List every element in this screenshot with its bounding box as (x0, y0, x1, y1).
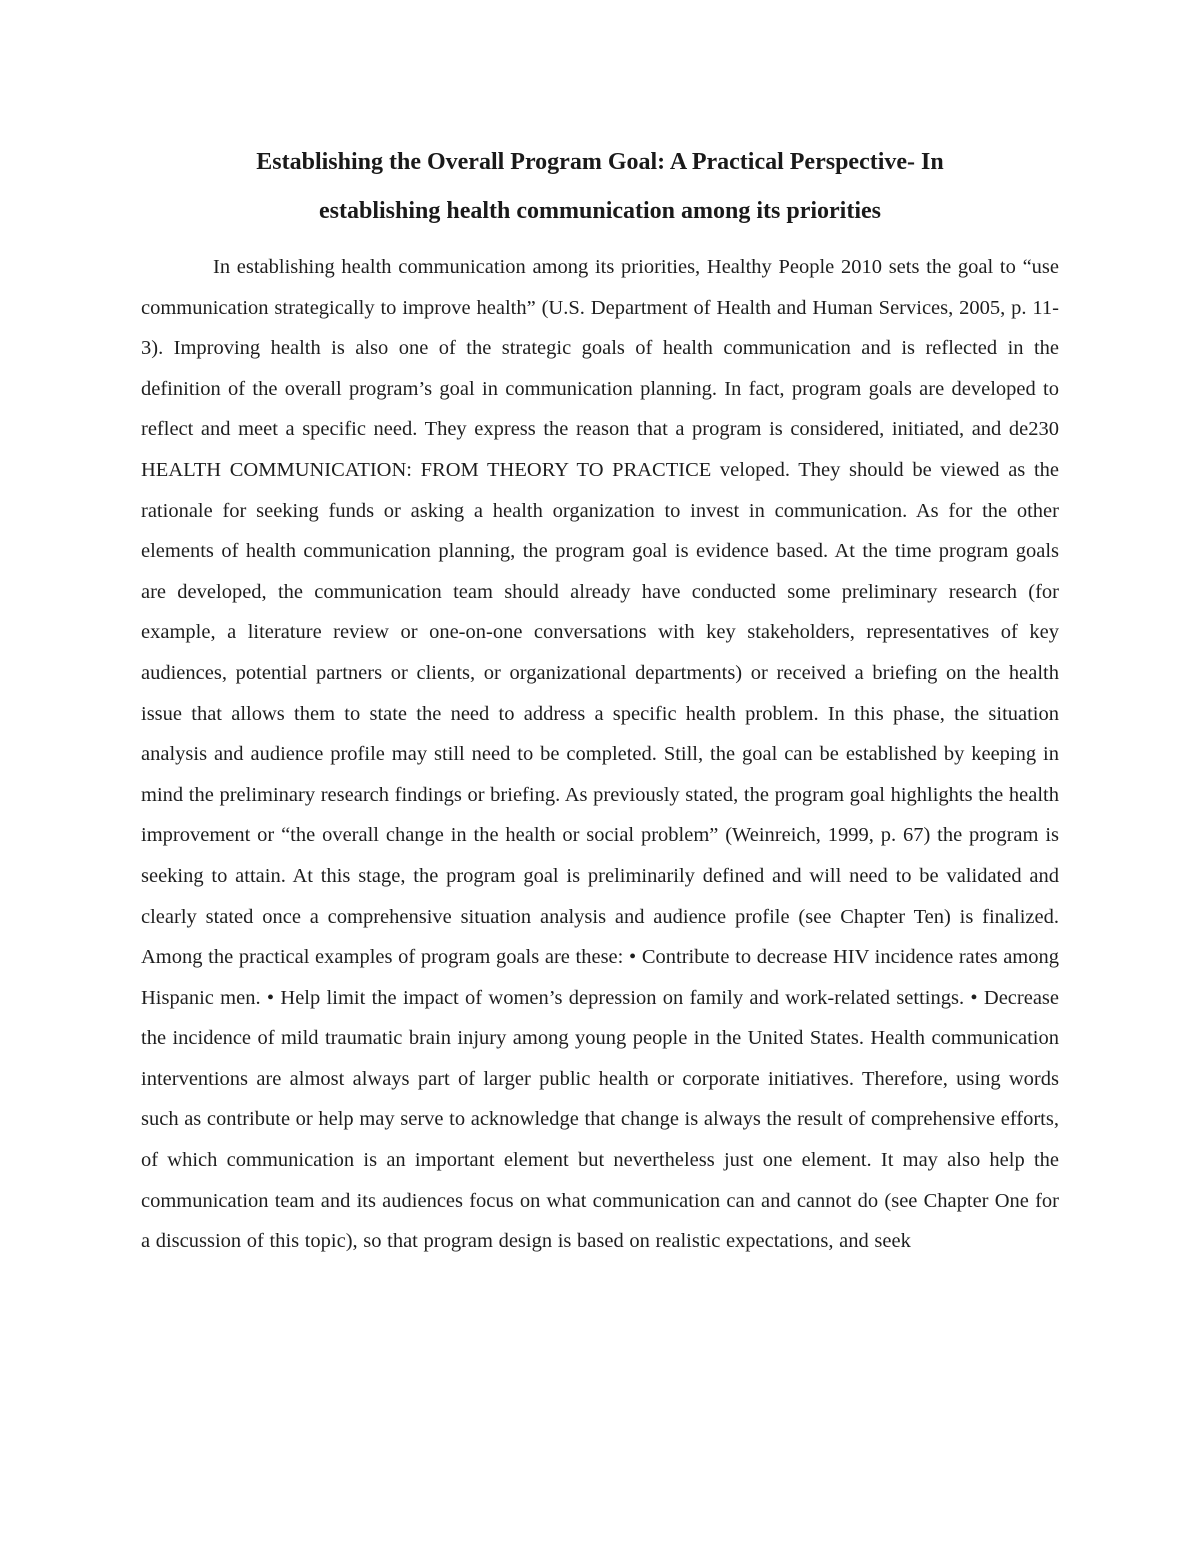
document-title (140, 138, 1060, 236)
title-line-2: establishing health communication among its priorities (318, 198, 882, 224)
body-paragraph: In establishing health communication among its priorities, Healthy People 2010 sets the goal to “use communication strategically to improve health” (U.S. Department of Health and Human Services, 2005, p. 11-3). Improving health is also one of the strategic goals of health communication and is reflected in the definition of the overall program’s goal in communication planning. In fact, program goals are developed to reflect and meet a specific need. They express the reason that a program is considered, initiated, and de230 HEALTH COMMUNICATION: FROM THEORY TO PRACTICE veloped. They should be viewed as the rationale for seeking funds or asking a health organization to invest in communication. As for the other elements of health communication planning, the program goal is evidence based. At the time program goals are developed, the communication team should already have conducted some preliminary research (for example, a literature review or one-on-one conversations with key stakeholders, representatives of key audiences, potential partners or clients, or organizational departments) or received a briefing on the health issue that allows them to state the need to address a specific health problem. In this phase, the situation analysis and audience profile may still need to be completed. Still, the goal can be established by keeping in mind the preliminary research findings or briefing. As previously stated, the program goal highlights the health improvement or “the overall change in the health or social problem” (Weinreich, 1999, p. 67) the program is seeking to attain. At this stage, the program goal is preliminarily defined and will need to be validated and clearly stated once a comprehensive situation analysis and audience profile (see Chapter Ten) is finalized. Among the practical examples of program goals are these: • Contribute to decrease HIV incidence rates among Hispanic men. • Help limit the impact of women’s depression on family and work-related settings. • Decrease the incidence of mild traumatic brain injury among young people in the United States. Health communication interventions are almost always part of larger public health or corporate initiatives. Therefore, using words such as contribute or help may serve to acknowledge that change is always the result of comprehensive efforts, of which communication is an important element but nevertheless just one element. It may also help the communication team and its audiences focus on what communication can and cannot do (see Chapter One for a discussion of this topic), so that program design is based on realistic expectations, and seek (141, 256, 1059, 1253)
title-line-1: Establishing the Overall Program Goal: A Practical Perspective- In (256, 149, 944, 175)
